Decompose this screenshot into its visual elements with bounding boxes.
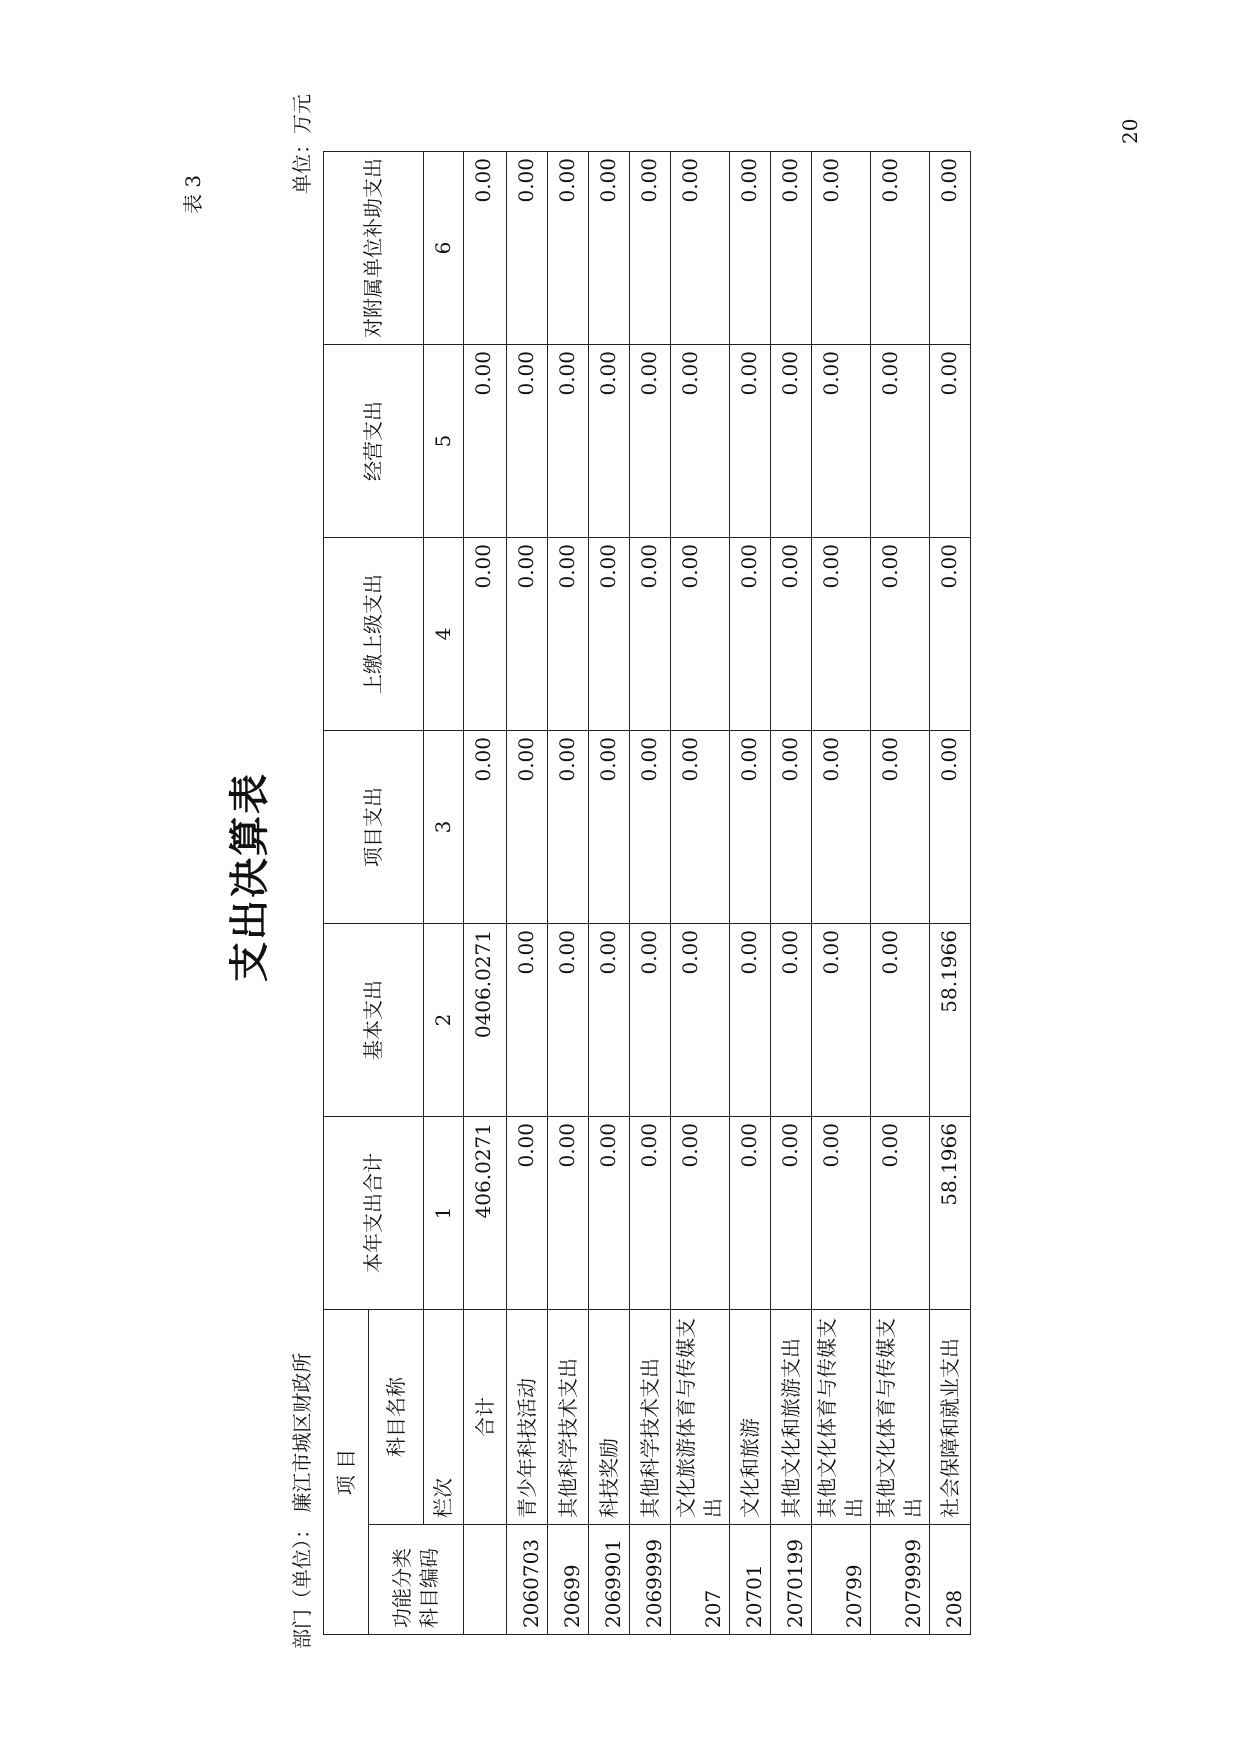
row-value: 0.00 (671, 1117, 730, 1310)
table-row (930, 152, 971, 1635)
row-value: 0.00 (507, 1117, 548, 1310)
row-value: 0.00 (812, 345, 871, 538)
row-value: 0.00 (812, 924, 871, 1117)
row-value: 0.00 (589, 152, 630, 345)
row-name: 青少年科技活动 (507, 1310, 548, 1525)
row-value: 0.00 (548, 924, 589, 1117)
row-value: 0.00 (507, 152, 548, 345)
row-code: 20799 (812, 1525, 871, 1635)
row-name: 其他文化和旅游支出 (771, 1310, 812, 1525)
col-header-1: 本年支出合计 (324, 1117, 424, 1310)
row-value: 0.00 (871, 924, 930, 1117)
row-value: 0.00 (771, 345, 812, 538)
row-name: 其他科学技术支出 (548, 1310, 589, 1525)
row-value: 0.00 (589, 1117, 630, 1310)
row-value: 0.00 (630, 1117, 671, 1310)
row-value: 0.00 (630, 345, 671, 538)
row-value: 0406.0271 (464, 924, 507, 1117)
row-value: 0.00 (871, 345, 930, 538)
row-value: 0.00 (464, 152, 507, 345)
unit-label: 单位：万元 (290, 94, 314, 194)
row-code: 2060703 (507, 1525, 548, 1635)
row-value: 0.00 (548, 345, 589, 538)
row-value: 406.0271 (464, 1117, 507, 1310)
row-value: 0.00 (930, 152, 971, 345)
row-value: 0.00 (730, 538, 771, 731)
row-value: 0.00 (671, 924, 730, 1117)
row-name: 其他文化体育与传媒支出 (871, 1310, 930, 1525)
table-row (589, 152, 630, 1635)
row-value: 0.00 (730, 731, 771, 924)
row-value: 0.00 (671, 731, 730, 924)
table-row (671, 152, 730, 1635)
row-value: 0.00 (871, 731, 930, 924)
expenditure-table (323, 151, 971, 1635)
row-value: 0.00 (507, 731, 548, 924)
row-value: 0.00 (930, 345, 971, 538)
row-code: 20699 (548, 1525, 589, 1635)
table-row (507, 152, 548, 1635)
row-code: 2069999 (630, 1525, 671, 1635)
row-value: 0.00 (630, 924, 671, 1117)
row-value: 0.00 (771, 538, 812, 731)
row-value: 0.00 (589, 345, 630, 538)
row-name: 科技奖励 (589, 1310, 630, 1525)
table-row (548, 152, 589, 1635)
row-code: 2070199 (771, 1525, 812, 1635)
row-code (464, 1525, 507, 1635)
row-value: 0.00 (548, 152, 589, 345)
row-value: 0.00 (930, 538, 971, 731)
row-value: 0.00 (812, 538, 871, 731)
row-value: 0.00 (730, 345, 771, 538)
row-value: 0.00 (871, 538, 930, 731)
row-value: 0.00 (464, 731, 507, 924)
row-value: 0.00 (771, 924, 812, 1117)
row-value: 0.00 (871, 152, 930, 345)
row-code: 20701 (730, 1525, 771, 1635)
row-value: 0.00 (812, 731, 871, 924)
table-row (771, 152, 812, 1635)
row-value: 0.00 (507, 924, 548, 1117)
row-value: 0.00 (464, 538, 507, 731)
col-index-2: 2 (424, 924, 464, 1117)
table-number: 表 3 (181, 174, 205, 214)
row-value: 0.00 (548, 1117, 589, 1310)
table-row (871, 152, 930, 1635)
row-value: 0.00 (548, 731, 589, 924)
row-value: 0.00 (812, 1117, 871, 1310)
col-index-1: 1 (424, 1117, 464, 1310)
row-value: 58.1966 (930, 1117, 971, 1310)
table-row (630, 152, 671, 1635)
col-index-3: 3 (424, 731, 464, 924)
project-header: 项 目 (324, 1310, 369, 1635)
row-value: 58.1966 (930, 924, 971, 1117)
name-header: 科目名称 (369, 1310, 424, 1525)
col-header-4: 上缴上级支出 (324, 538, 424, 731)
column-row-label: 栏次 (424, 1310, 464, 1525)
row-value: 0.00 (671, 345, 730, 538)
code-header: 功能分类科目编码 (369, 1525, 464, 1635)
row-value: 0.00 (548, 538, 589, 731)
row-name: 其他文化体育与传媒支出 (812, 1310, 871, 1525)
row-value: 0.00 (507, 538, 548, 731)
row-value: 0.00 (464, 345, 507, 538)
col-index-6: 6 (424, 152, 464, 345)
col-header-6: 对附属单位补助支出 (324, 152, 424, 345)
row-code: 2079999 (871, 1525, 930, 1635)
table-row (812, 152, 871, 1635)
row-value: 0.00 (589, 731, 630, 924)
row-value: 0.00 (589, 538, 630, 731)
row-value: 0.00 (871, 1117, 930, 1310)
row-value: 0.00 (771, 731, 812, 924)
row-code: 207 (671, 1525, 730, 1635)
col-header-2: 基本支出 (324, 924, 424, 1117)
row-value: 0.00 (630, 538, 671, 731)
col-header-3: 项目支出 (324, 731, 424, 924)
col-header-5: 经营支出 (324, 345, 424, 538)
row-value: 0.00 (730, 152, 771, 345)
row-name: 社会保障和就业支出 (930, 1310, 971, 1525)
row-value: 0.00 (589, 924, 630, 1117)
row-code: 2069901 (589, 1525, 630, 1635)
row-value: 0.00 (671, 538, 730, 731)
row-name: 文化旅游体育与传媒支出 (671, 1310, 730, 1525)
row-code: 208 (930, 1525, 971, 1635)
row-value: 0.00 (812, 152, 871, 345)
row-value: 0.00 (771, 152, 812, 345)
row-value: 0.00 (630, 152, 671, 345)
row-name: 其他科学技术支出 (630, 1310, 671, 1525)
row-value: 0.00 (771, 1117, 812, 1310)
row-value: 0.00 (671, 152, 730, 345)
table-row (730, 152, 771, 1635)
row-value: 0.00 (730, 924, 771, 1117)
row-value: 0.00 (507, 345, 548, 538)
row-value: 0.00 (930, 731, 971, 924)
col-index-5: 5 (424, 345, 464, 538)
page-title: 支出决算表 (226, 772, 273, 982)
department-label: 部门（单位）： 廉江市城区财政所 (290, 1352, 314, 1649)
page-number: 20 (1118, 118, 1142, 144)
row-value: 0.00 (630, 731, 671, 924)
table-row (464, 152, 507, 1635)
row-value: 0.00 (730, 1117, 771, 1310)
row-name: 合计 (464, 1310, 507, 1525)
col-index-4: 4 (424, 538, 464, 731)
row-name: 文化和旅游 (730, 1310, 771, 1525)
